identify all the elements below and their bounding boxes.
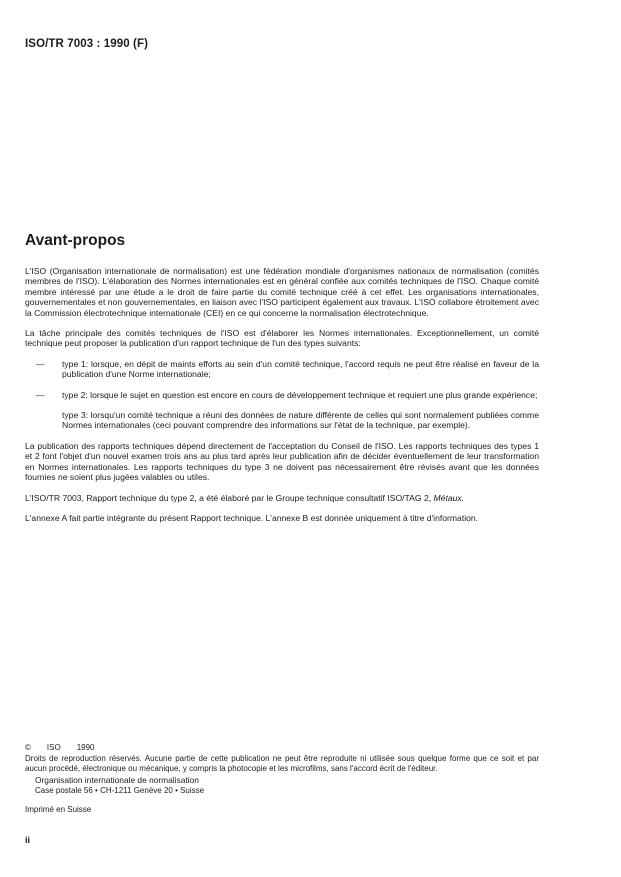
list-item-text: type 1: lorsque, en dépit de maints efforts au sein d'un comité technique, l'accord requis ne peut être réalisé en faveur de la publication d'une Norme internationale; <box>62 358 539 380</box>
document-reference: ISO/TR 7003 : 1990 (F) <box>25 38 148 50</box>
publisher-block <box>25 776 539 796</box>
printed-in: Imprimé en Suisse <box>25 804 92 814</box>
list-dash: — <box>36 358 45 369</box>
publisher-address: Case postale 56 • CH-1211 Genève 20 • Suisse <box>35 786 205 796</box>
list-dash: — <box>36 389 45 400</box>
paragraph-italic-title: Métaux. <box>433 492 465 503</box>
list-item-type-3 <box>25 410 539 431</box>
copyright-org: ISO <box>46 743 61 752</box>
copyright-year: 1990 <box>76 743 95 752</box>
list-item-text: type 3: lorsqu'un comité technique a réuni des données de nature différente de celles qui sont normalement publiées comme Normes internationales (ceci pouvant comprendre des informations sur l'état de la technique, par exemple). <box>62 410 539 431</box>
section-title: Avant-propos <box>25 232 126 249</box>
page-number: ii <box>25 835 31 845</box>
publisher-name: Organisation internationale de normalisation <box>35 775 199 786</box>
rights-notice: Droits de reproduction réservés. Aucune partie de cette publication ne peut être reproduite ni utilisée sous quelque forme que ce soit et par aucun procédé, électronique ou mécanique, y compris la photocopie et les microfilms, sans l'accord écrit de l'éditeur. <box>25 753 539 773</box>
paragraph-annexes: L'annexe A fait partie intégrante du présent Rapport technique. L'annexe B est donnée uniquement à titre d'information. <box>25 512 479 523</box>
paragraph-technical-committees: La tâche principale des comités techniques de l'ISO est d'élaborer les Normes internationales. Exceptionnellement, un comité technique peut proposer la publication d'un rapport technique de l'un des types suivants: <box>25 328 539 349</box>
report-types-list <box>25 359 539 431</box>
copyright-icon: © <box>25 743 31 752</box>
paragraph-text: L'ISO/TR 7003, Rapport technique du type 2, a été élaboré par le Groupe technique consultatif ISO/TAG 2, <box>25 492 434 503</box>
paragraph-iso-intro: L'ISO (Organisation internationale de normalisation) est une fédération mondiale d'organismes nationaux de normalisation (comités membres de l'ISO). L'élaboration des Normes internationales est en général confiée aux comités techniques de l'ISO. Chaque comité membre intéressé par une étude a le droit de faire partie du comité technique créé à cet effet. Les organisations internationales, gouvernementales et non gouvernementales, en liaison avec l'ISO participent également aux travaux. L'ISO collabore étroitement avec la Commission électrotechnique internationale (CEI) en ce qui concerne la normalisation électrotechnique. <box>25 266 539 318</box>
list-item-type-1 <box>25 359 539 380</box>
foreword-body <box>25 266 539 533</box>
list-item-text: type 2: lorsque le sujet en question est encore en cours de développement technique et requiert une plus grande expérience; <box>62 389 538 400</box>
copyright-line <box>25 743 539 753</box>
copyright-footer <box>25 743 539 815</box>
paragraph-iso-tr-7003 <box>25 493 539 503</box>
list-item-type-2 <box>25 390 539 400</box>
paragraph-publication: La publication des rapports techniques dépend directement de l'acceptation du Conseil de l'ISO. Les rapports techniques des types 1 et 2 font l'objet d'un nouvel examen trois ans au plus tard après leur publication afin de décider éventuellement de leur transformation en Normes internationales. Les rapports techniques du type 3 ne doivent pas nécessairement être révisés avant que les données fournies ne soient plus jugées valables ou utiles. <box>25 440 539 483</box>
